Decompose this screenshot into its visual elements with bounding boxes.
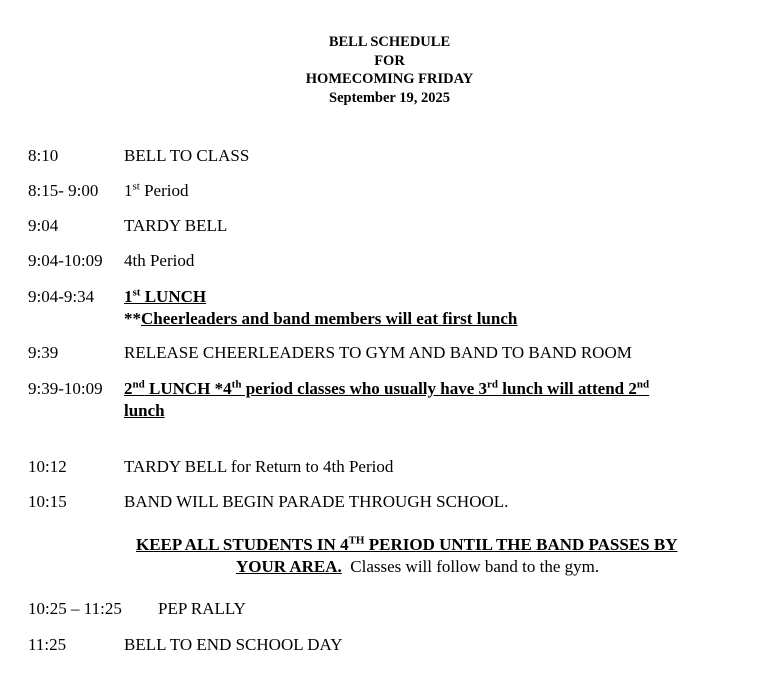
header-date: September 19, 2025	[329, 89, 450, 106]
lunch-text: LUNCH *4	[144, 379, 232, 398]
schedule-header	[0, 33, 779, 107]
lunch-text: 2	[124, 379, 133, 398]
row-time: 9:04-9:34	[28, 287, 95, 306]
row-time: 9:04-10:09	[28, 251, 103, 270]
row-desc: BELL TO END SCHOOL DAY	[124, 635, 343, 654]
row-desc: TARDY BELL	[124, 216, 228, 235]
ordinal-suffix: st	[132, 180, 140, 193]
row-time: 10:25 – 11:25	[28, 599, 122, 618]
ordinal-suffix: st	[132, 286, 141, 299]
row-desc: PEP RALLY	[158, 599, 246, 618]
row-time: 10:12	[28, 457, 67, 476]
row-time: 11:25	[28, 635, 67, 654]
period-number: 1	[124, 181, 133, 200]
note-prefix: **	[124, 309, 141, 328]
notice-emphasis: YOUR AREA.	[236, 557, 342, 576]
row-desc: RELEASE CHEERLEADERS TO GYM AND BAND TO BAND ROOM	[124, 343, 632, 362]
notice-text: PERIOD UNTIL THE BAND PASSES BY	[364, 535, 678, 554]
row-desc	[124, 286, 517, 330]
header-for: FOR	[374, 52, 405, 69]
ordinal-suffix: nd	[132, 378, 145, 391]
ordinal-suffix: TH	[348, 534, 365, 547]
period-label: Period	[139, 181, 189, 200]
lunch-text: period classes who usually have 3	[241, 379, 488, 398]
row-desc: 4th Period	[124, 251, 195, 270]
notice-text: KEEP ALL STUDENTS IN 4	[136, 535, 349, 554]
row-desc	[124, 378, 649, 422]
row-desc: TARDY BELL for Return to 4th Period	[124, 457, 394, 476]
row-desc	[124, 180, 188, 202]
first-lunch-note: Cheerleaders and band members will eat first lunch	[141, 309, 518, 328]
header-title: BELL SCHEDULE	[328, 34, 451, 50]
lunch-text: lunch will attend 2	[498, 379, 637, 398]
lunch-number: 1	[124, 287, 133, 306]
row-time: 8:10	[28, 146, 59, 165]
notice-line1	[136, 534, 678, 556]
row-time: 10:15	[28, 492, 67, 511]
row-time: 8:15- 9:00	[28, 181, 99, 200]
row-time: 9:39-10:09	[28, 379, 103, 398]
ordinal-suffix: th	[231, 378, 242, 391]
notice-text: Classes will follow band to the gym.	[341, 557, 600, 576]
second-lunch-label	[124, 379, 649, 398]
row-desc: BELL TO CLASS	[124, 146, 250, 165]
notice-line2	[236, 556, 599, 578]
row-desc: BAND WILL BEGIN PARADE THROUGH SCHOOL.	[124, 492, 509, 511]
ordinal-suffix: rd	[487, 378, 499, 391]
row-time: 9:04	[28, 216, 59, 235]
second-lunch-line2: lunch	[124, 401, 165, 420]
ordinal-suffix: nd	[636, 378, 650, 391]
lunch-label: LUNCH	[140, 287, 207, 306]
header-event: HOMECOMING FRIDAY	[305, 71, 474, 87]
row-time: 9:39	[28, 343, 59, 362]
first-lunch-label	[124, 287, 206, 306]
